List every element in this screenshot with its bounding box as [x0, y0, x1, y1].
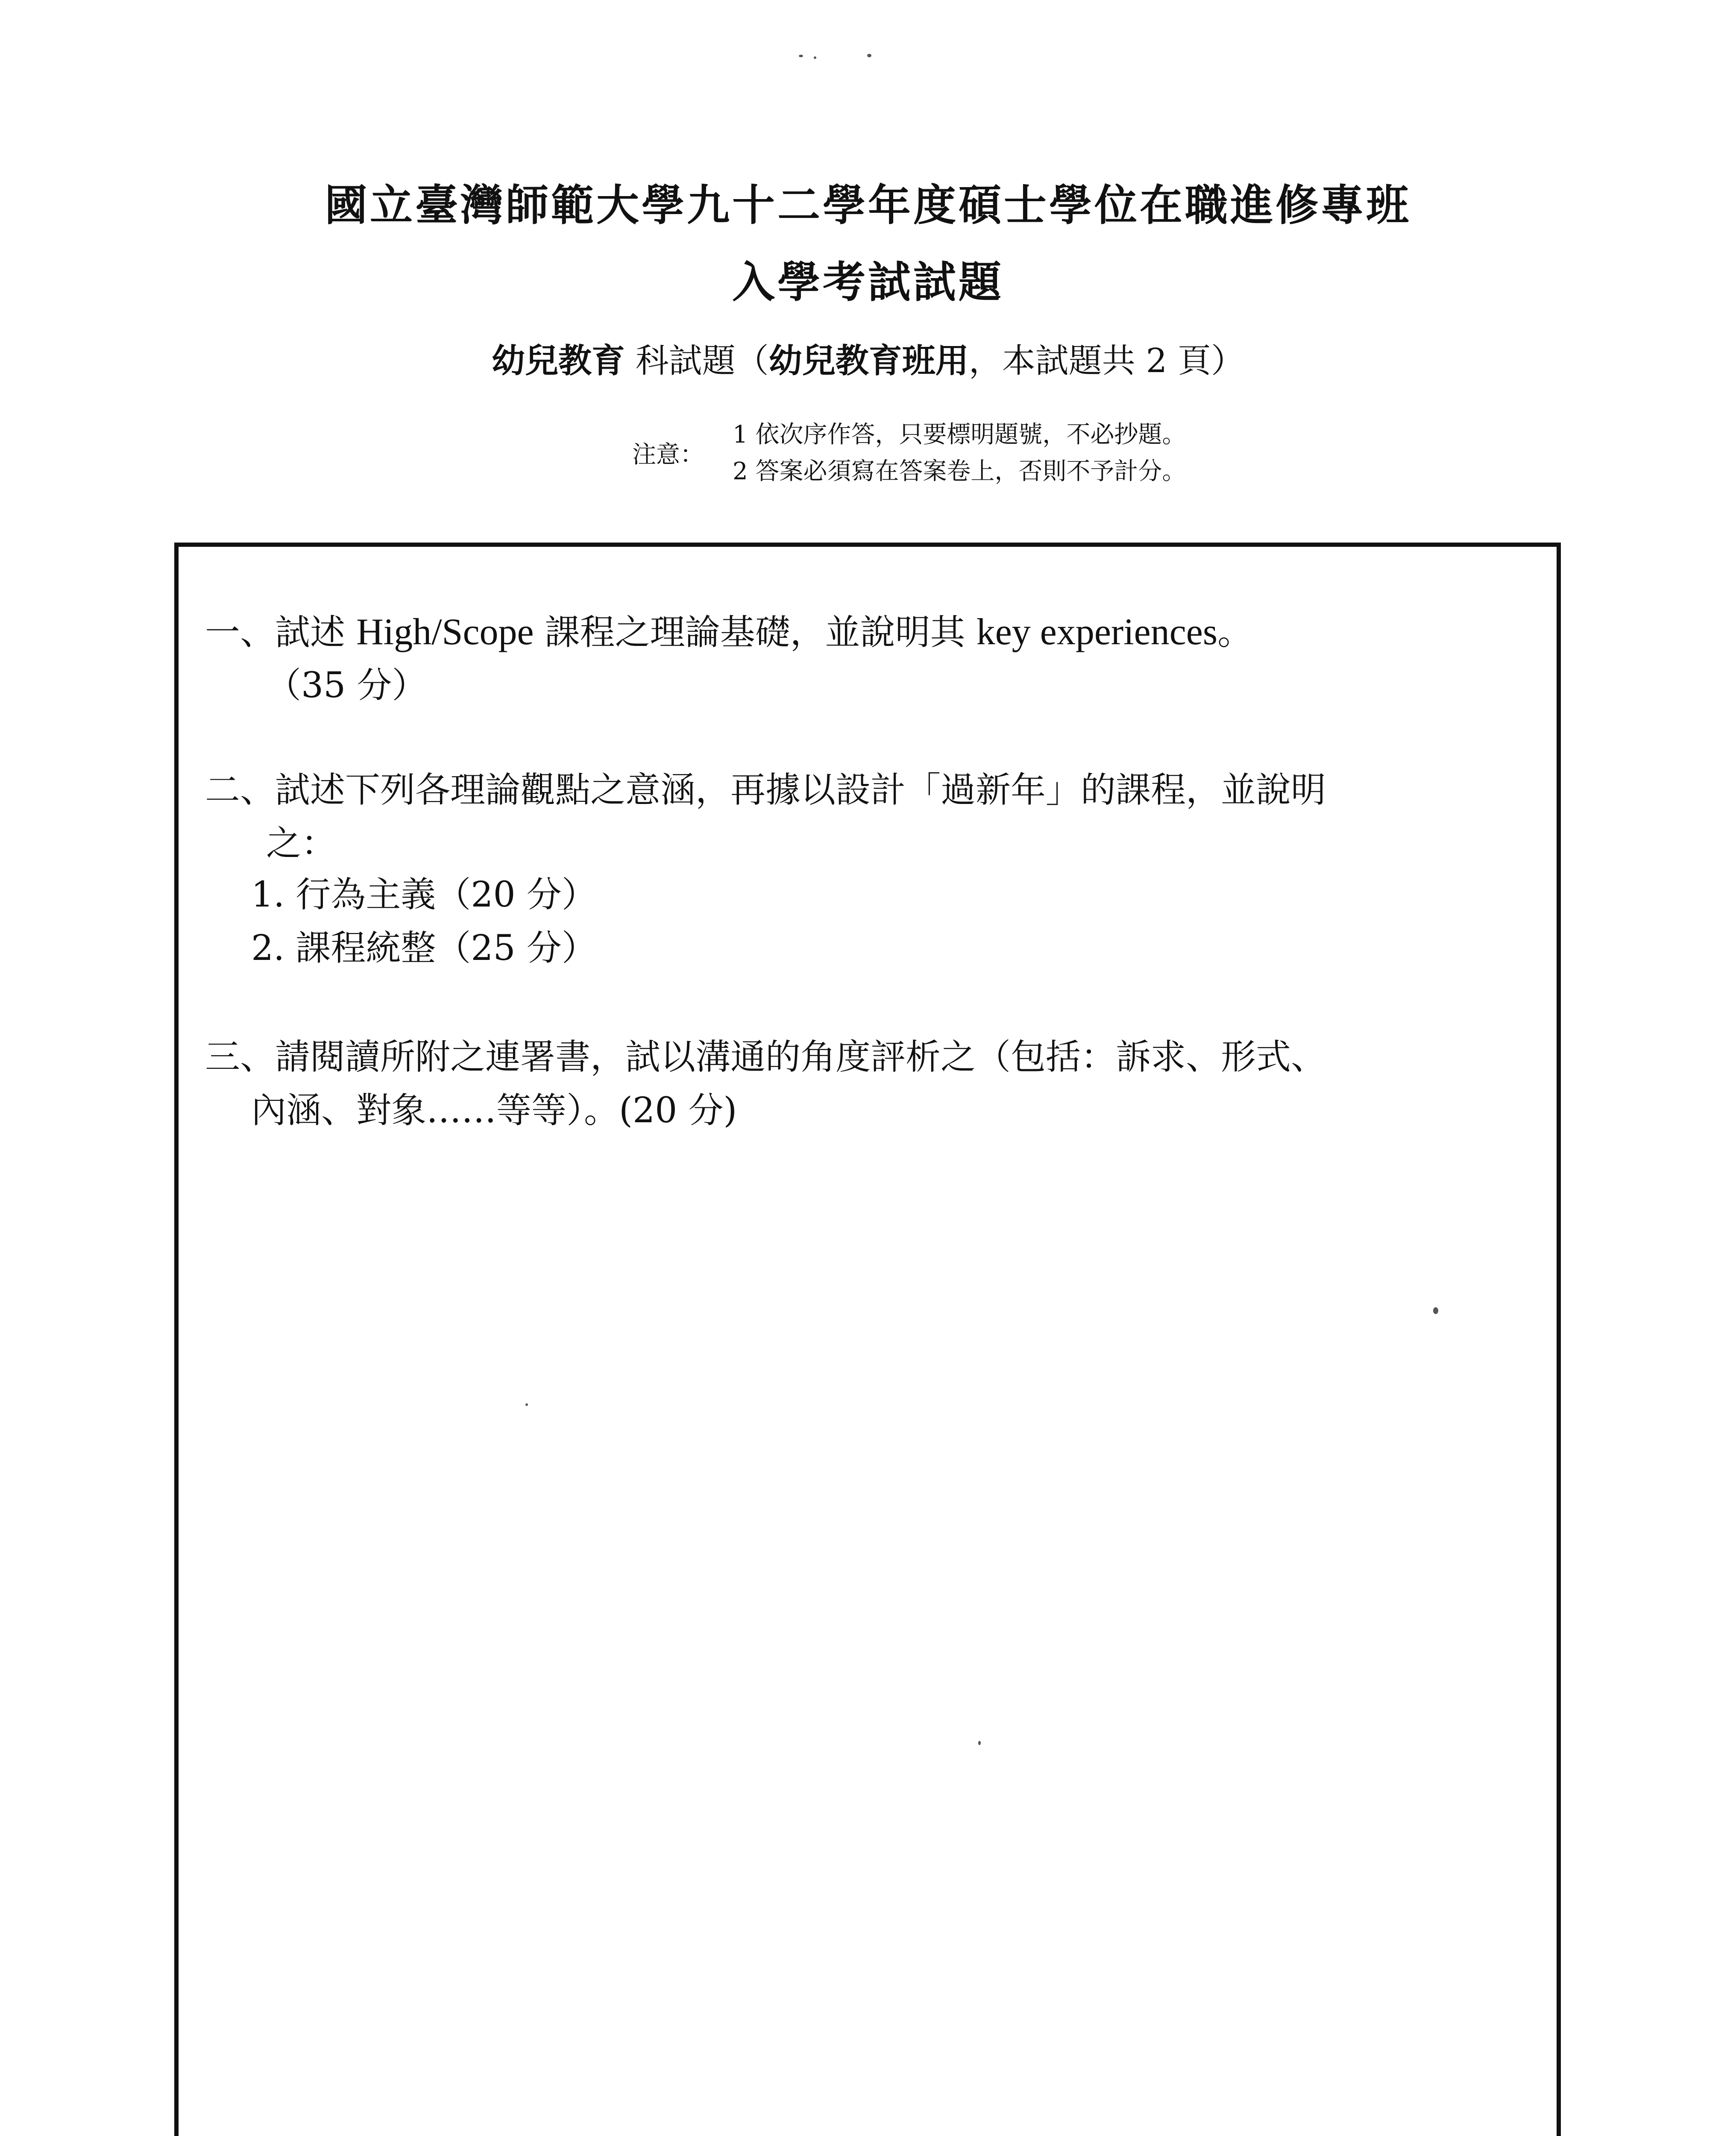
scan-speck [1433, 1307, 1438, 1314]
exam-title-line1: 國立臺灣師範大學九十二學年度碩士學位在職進修專班 [325, 180, 1411, 230]
notice-block [632, 417, 1358, 502]
notice-item-1: 1 依次序作答，只要標明題號，不必抄題。 [733, 421, 1186, 449]
subject-name: 幼兒教育 [491, 341, 625, 380]
scan-speck [525, 1403, 528, 1406]
question-1-score: （35 分） [266, 665, 427, 706]
question-2-sub-1: 1. 行為主義（20 分） [251, 874, 597, 915]
question-3-line-1: 三、請閱讀所附之連署書，試以溝通的角度評析之（包括：訴求、形式、 [205, 1037, 1326, 1077]
question-2-line-1: 二、試述下列各理論觀點之意涵，再據以設計「過新年」的課程，並說明 [205, 770, 1326, 810]
question-1-line-1: 一、試述 High/Scope 課程之理論基礎，並說明其 key experiences。 [205, 611, 1253, 653]
exam-title-line2: 入學考試試題 [732, 257, 1004, 307]
notice-items [733, 417, 1186, 490]
subject-tail: ，本試題共 2 頁） [968, 342, 1245, 380]
notice-item-2: 2 答案必須寫在答案卷上，否則不予計分。 [733, 458, 1186, 485]
subject-class: 幼兒教育班用 [768, 341, 969, 380]
exam-question-box [174, 543, 1561, 2136]
notice-label: 注意： [632, 441, 704, 469]
question-2-sub-2: 2. 課程統整（25 分） [251, 928, 597, 968]
question-1-term-highscope: High/Scope [356, 611, 534, 653]
scan-speck [978, 1741, 981, 1745]
scan-speck [814, 56, 816, 59]
scan-speck [799, 55, 803, 57]
subject-mid: 科試題（ [625, 342, 769, 380]
question-2-line-2: 之： [266, 823, 337, 864]
subject-line [0, 337, 1736, 384]
question-3-line-2: 內涵、對象……等等）。(20 分) [251, 1090, 737, 1131]
question-1-term-key-experiences: key experiences [976, 611, 1218, 653]
scan-speck [867, 54, 871, 57]
